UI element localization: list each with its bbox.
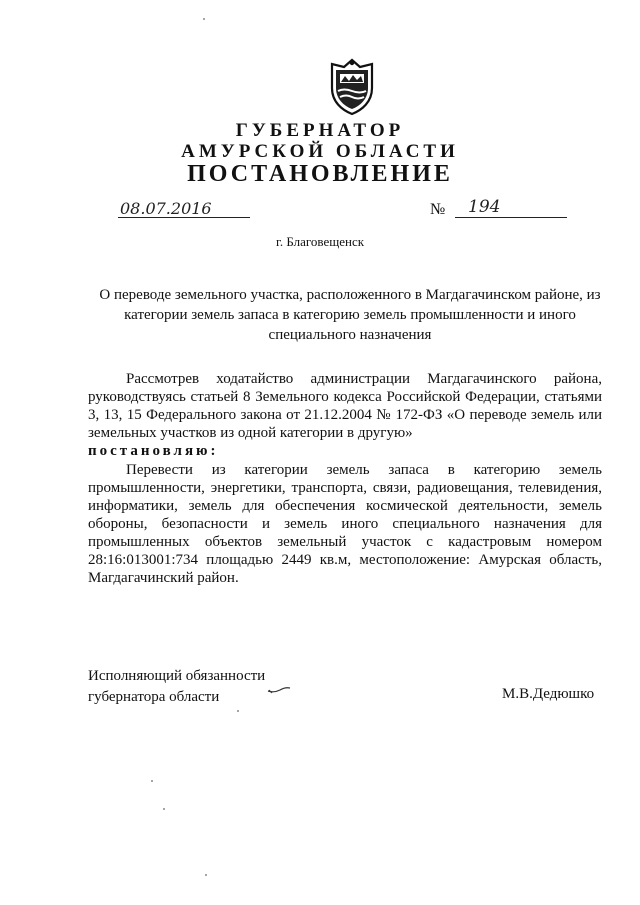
document-number: 194 — [468, 197, 501, 217]
document-type-title: ПОСТАНОВЛЕНИЕ — [187, 161, 453, 187]
authority-title-line2: АМУРСКОЙ ОБЛАСТИ — [181, 141, 459, 162]
city-label: г. Благовещенск — [275, 234, 365, 249]
signatory-title-line2: губернатора области — [88, 689, 220, 705]
date-underline — [118, 216, 250, 218]
decision-paragraph: Перевести из категории земель запаса в категорию земель промышленности, энергетики, транспорта, связи, радиовещания, телевидения, информатики, земель для обеспечения космической деятельности, земель обороны, безопасности и земель иного специального назначения для промышленных объектов земельный участок с кадастровым номером 28:16:013001:734 площадью 2449 кв.м, местоположение: Амурская область, Магдагачинский район. — [88, 462, 602, 586]
number-underline — [455, 216, 567, 218]
signatory-title — [88, 666, 348, 708]
scan-speck — [163, 808, 165, 810]
authority-title-line1: ГУБЕРНАТОР — [235, 120, 405, 141]
scan-speck — [151, 780, 153, 782]
document-subject: О переводе земельного участка, расположенного в Магдагачинском районе, из категории земель запаса в категорию земель промышленности и иного специального назначения — [99, 287, 601, 343]
decree-word: постановляю: — [88, 443, 219, 459]
coat-of-arms-icon — [327, 58, 377, 116]
signatory-name: М.В.Дедюшко — [502, 686, 595, 702]
scan-speck — [205, 874, 207, 876]
number-sign: № — [430, 201, 446, 218]
scan-speck — [237, 710, 239, 712]
scan-speck — [203, 18, 205, 20]
signatory-title-line1: Исполняющий обязанности — [88, 668, 266, 684]
document-date: 08.07.2016 — [120, 199, 212, 218]
preamble-paragraph: Рассмотрев ходатайство администрации Магдагачинского района, руководствуясь статьей 8 Земельного кодекса Российской Федерации, статьями 3, 13, 15 Федерального закона от 21.12.2004 № 172-ФЗ «О переводе земель или земельных участков из одной категории в другую» — [88, 371, 602, 441]
signature-icon — [266, 681, 292, 697]
